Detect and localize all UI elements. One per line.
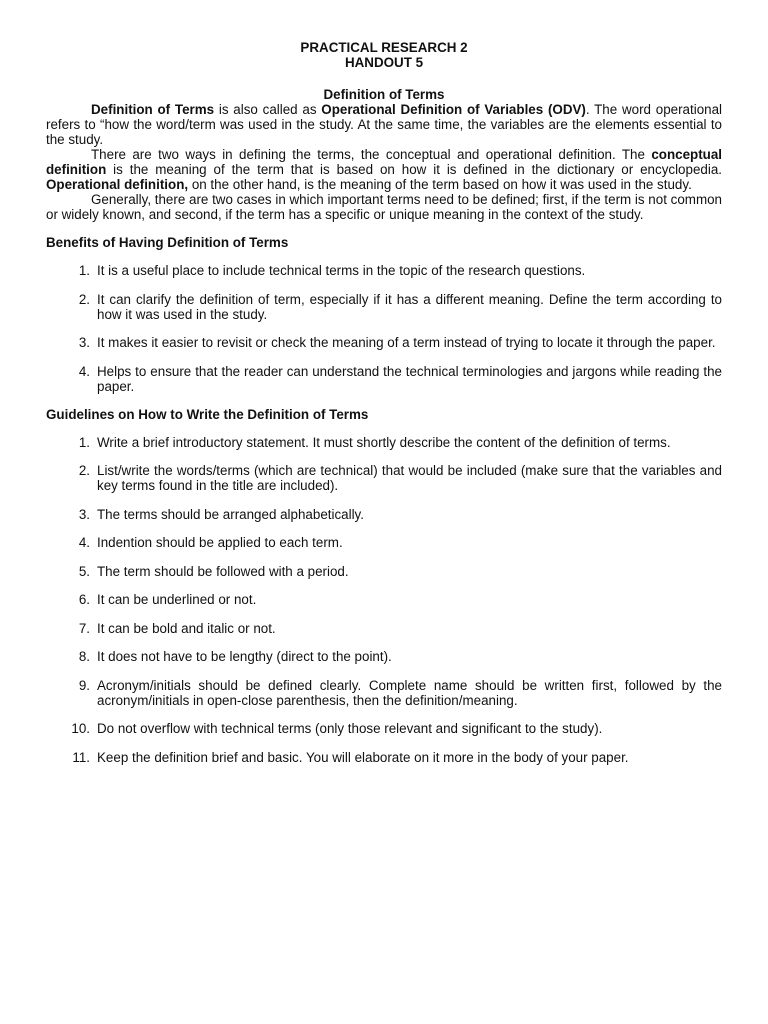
list-item xyxy=(46,335,722,350)
list-item-text: It can clarify the definition of term, especially if it has a different meaning. Define the term according to how it was used in the study. xyxy=(97,291,722,322)
list-item-text: List/write the words/terms (which are technical) that would be included (make sure that the variables and key terms found in the title are included). xyxy=(97,463,722,493)
benefits-list xyxy=(46,263,722,394)
list-item-text: The term should be followed with a period. xyxy=(97,563,349,579)
list-number: 10. xyxy=(71,721,90,736)
list-item xyxy=(46,364,722,394)
intro-paragraph-2: There are two ways in defining the terms, the conceptual and operational definition. The conceptual definition is the meaning of the term that is based on how it is defined in the dictionary or encyclopedia. Operational definition, on the other hand, is the meaning of the term based on how it was used in the study. xyxy=(46,147,722,192)
list-number: 1. xyxy=(78,263,90,278)
list-item-text: Write a brief introductory statement. It must shortly describe the content of the definition of terms. xyxy=(97,434,671,450)
term-definition-of-terms: Definition of Terms xyxy=(91,102,215,117)
list-item xyxy=(46,564,722,579)
list-item xyxy=(46,750,722,765)
list-number: 3. xyxy=(78,335,90,350)
list-number: 2. xyxy=(78,291,90,307)
list-item-text: It can be bold and italic or not. xyxy=(97,620,276,636)
benefits-heading: Benefits of Having Definition of Terms xyxy=(46,235,289,250)
list-item xyxy=(46,721,722,736)
intro-paragraph-3: Generally, there are two cases in which important terms need to be defined; first, if the term is not common or widely known, and second, if the term has a specific or unique meaning in the context of the study. xyxy=(46,192,722,222)
list-item-text: Indention should be applied to each term. xyxy=(97,535,343,550)
list-number: 11. xyxy=(72,749,90,765)
list-item xyxy=(46,592,722,607)
term-conceptual-definition: conceptual definition xyxy=(46,147,722,177)
list-number: 5. xyxy=(78,563,90,579)
list-item-text: The terms should be arranged alphabetically. xyxy=(97,506,364,522)
list-number: 8. xyxy=(78,649,90,664)
list-item-text: It can be underlined or not. xyxy=(97,592,257,607)
list-number: 1. xyxy=(78,434,90,450)
intro-paragraph-1: Definition of Terms is also called as Operational Definition of Variables (ODV). The word operational refers to “how the word/term was used in the study. At the same time, the variables are the elements essential to the study. xyxy=(46,102,723,147)
title-line-1: PRACTICAL RESEARCH 2 xyxy=(300,40,468,55)
list-item xyxy=(46,621,722,636)
list-item-text: Helps to ensure that the reader can understand the technical terminologies and jargons while reading the paper. xyxy=(97,363,722,394)
list-number: 4. xyxy=(78,363,90,379)
list-item-text: Do not overflow with technical terms (only those relevant and significant to the study). xyxy=(97,721,603,736)
list-number: 2. xyxy=(78,463,90,478)
guidelines-heading: Guidelines on How to Write the Definition of Terms xyxy=(46,406,369,422)
list-number: 9. xyxy=(78,677,90,693)
list-item-text: It makes it easier to revisit or check the meaning of a term instead of trying to locate it through the paper. xyxy=(97,335,716,350)
list-item-text: Keep the definition brief and basic. You will elaborate on it more in the body of your paper. xyxy=(97,749,629,765)
list-item xyxy=(46,678,722,708)
document-title xyxy=(46,40,722,70)
document-subtitle: Definition of Terms xyxy=(323,87,445,102)
list-item-text: Acronym/initials should be defined clearly. Complete name should be written first, followed by the acronym/initials in open-close parenthesis, then the definition/meaning. xyxy=(97,677,722,708)
list-item-text: It does not have to be lengthy (direct to the point). xyxy=(97,649,392,664)
guidelines-list xyxy=(46,435,722,765)
term-operational-definition: Operational definition, xyxy=(46,177,189,192)
list-number: 6. xyxy=(78,592,90,607)
term-odv: Operational Definition of Variables (ODV) xyxy=(321,102,586,117)
list-item xyxy=(46,292,722,322)
title-line-2: HANDOUT 5 xyxy=(344,55,424,70)
list-item-text: It is a useful place to include technical terms in the topic of the research questions. xyxy=(97,263,586,278)
list-item xyxy=(46,463,722,493)
list-number: 4. xyxy=(78,535,90,550)
list-item xyxy=(46,507,722,522)
list-item xyxy=(46,649,722,664)
list-number: 7. xyxy=(78,620,90,636)
list-number: 3. xyxy=(78,506,90,522)
list-item xyxy=(46,435,722,450)
list-item xyxy=(46,263,722,278)
list-item xyxy=(46,535,722,550)
